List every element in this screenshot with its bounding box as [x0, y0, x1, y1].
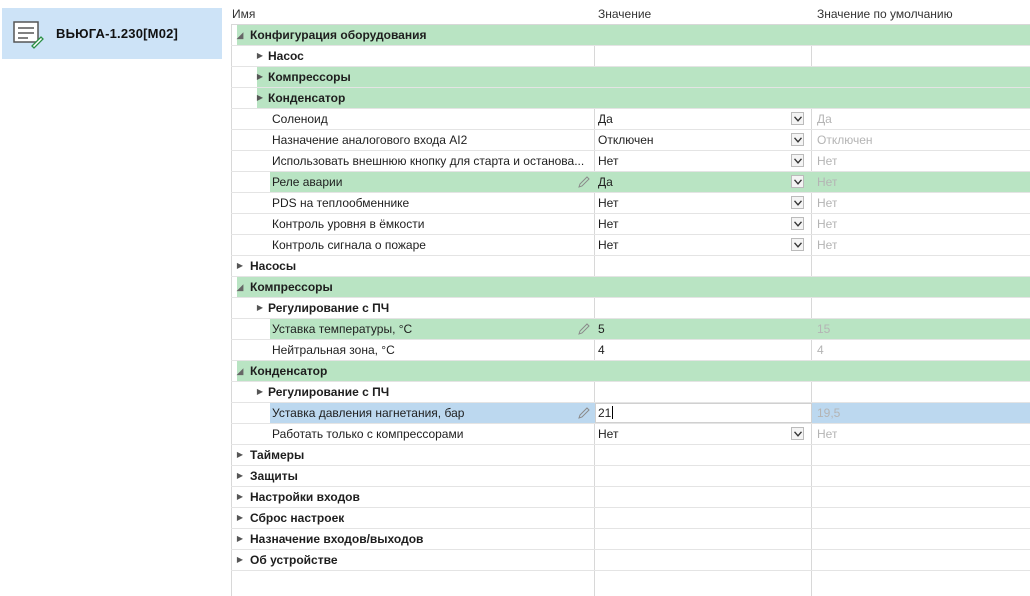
value-select[interactable] — [598, 172, 806, 192]
expand-arrow-icon[interactable]: ▶ — [256, 72, 264, 81]
expand-arrow-icon[interactable]: ▶ — [236, 555, 244, 564]
default-value: 4 — [817, 343, 824, 357]
table-row[interactable] — [231, 172, 1030, 193]
default-value: Нет — [817, 427, 838, 441]
dropdown-arrow-icon[interactable] — [791, 133, 804, 146]
table-row[interactable] — [231, 382, 1030, 403]
grid-rows — [231, 25, 1030, 571]
parameter-name: Назначение входов/выходов — [250, 532, 424, 546]
value-field[interactable] — [598, 340, 806, 360]
table-row[interactable] — [231, 214, 1030, 235]
parameter-name: Уставка температуры, °C — [272, 322, 413, 336]
device-icon — [12, 19, 44, 49]
table-row[interactable] — [231, 550, 1030, 571]
parameter-name: Насос — [268, 49, 304, 63]
table-row[interactable] — [231, 319, 1030, 340]
table-row[interactable] — [231, 340, 1030, 361]
expand-arrow-icon[interactable]: ▶ — [236, 471, 244, 480]
dropdown-arrow-icon[interactable] — [791, 427, 804, 440]
value-text: 4 — [598, 343, 605, 357]
value-text: Да — [598, 175, 613, 189]
parameter-name: Компрессоры — [268, 70, 351, 84]
dropdown-arrow-icon[interactable] — [791, 175, 804, 188]
value-text: Нет — [598, 427, 619, 441]
parameter-name: Конденсатор — [268, 91, 346, 105]
modified-pencil-icon — [577, 322, 591, 336]
table-row[interactable] — [231, 109, 1030, 130]
default-value: Да — [817, 112, 832, 126]
table-row[interactable] — [231, 403, 1030, 424]
modified-pencil-icon — [577, 175, 591, 189]
collapse-arrow-icon[interactable]: ◢ — [236, 366, 244, 376]
value-select[interactable] — [598, 424, 806, 444]
parameter-name: Об устройстве — [250, 553, 338, 567]
parameter-name: Таймеры — [250, 448, 305, 462]
value-text: Нет — [598, 238, 619, 252]
dropdown-arrow-icon[interactable] — [791, 238, 804, 251]
parameter-name: Контроль уровня в ёмкости — [272, 217, 425, 231]
parameter-name: Регулирование с ПЧ — [268, 301, 390, 315]
default-value: Нет — [817, 238, 838, 252]
table-row[interactable] — [231, 151, 1030, 172]
default-value: Нет — [817, 217, 838, 231]
device-panel — [0, 0, 225, 596]
default-value: Нет — [817, 196, 838, 210]
dropdown-arrow-icon[interactable] — [791, 112, 804, 125]
modified-pencil-icon — [577, 406, 591, 420]
column-header-default[interactable]: Значение по умолчанию — [817, 7, 953, 21]
device-list-item[interactable] — [2, 8, 222, 59]
table-row[interactable] — [231, 25, 1030, 46]
device-name: ВЬЮГА-1.230[M02] — [56, 26, 179, 41]
parameter-name: Регулирование с ПЧ — [268, 385, 390, 399]
parameter-name: Конфигурация оборудования — [250, 28, 427, 42]
table-row[interactable] — [231, 67, 1030, 88]
expand-arrow-icon[interactable]: ▶ — [236, 450, 244, 459]
parameter-name: Компрессоры — [250, 280, 333, 294]
parameter-name: Сброс настроек — [250, 511, 345, 525]
value-select[interactable] — [598, 130, 806, 150]
value-select[interactable] — [598, 235, 806, 255]
parameter-grid — [231, 4, 1030, 571]
parameter-name: Конденсатор — [250, 364, 328, 378]
expand-arrow-icon[interactable]: ▶ — [256, 51, 264, 60]
table-row[interactable] — [231, 487, 1030, 508]
table-row[interactable] — [231, 445, 1030, 466]
expand-arrow-icon[interactable]: ▶ — [236, 261, 244, 270]
table-row[interactable] — [231, 298, 1030, 319]
value-text: 21 — [598, 406, 612, 420]
parameter-name: Насосы — [250, 259, 297, 273]
table-row[interactable] — [231, 529, 1030, 550]
dropdown-arrow-icon[interactable] — [791, 154, 804, 167]
value-text: Отключен — [598, 133, 654, 147]
parameter-name: Использовать внешнюю кнопку для старта и останова... — [272, 154, 585, 168]
value-select[interactable] — [598, 109, 806, 129]
value-text: Нет — [598, 154, 619, 168]
parameter-name: Настройки входов — [250, 490, 360, 504]
default-value: 19,5 — [817, 406, 841, 420]
value-field[interactable] — [598, 319, 806, 339]
collapse-arrow-icon[interactable]: ◢ — [236, 30, 244, 40]
parameter-name: Назначение аналогового входа AI2 — [272, 133, 468, 147]
default-value: Нет — [817, 175, 838, 189]
expand-arrow-icon[interactable]: ▶ — [256, 303, 264, 312]
collapse-arrow-icon[interactable]: ◢ — [236, 282, 244, 292]
expand-arrow-icon[interactable]: ▶ — [256, 93, 264, 102]
value-select[interactable] — [598, 214, 806, 234]
default-value: Нет — [817, 154, 838, 168]
table-row[interactable] — [231, 256, 1030, 277]
table-row[interactable] — [231, 46, 1030, 67]
parameter-name: Контроль сигнала о пожаре — [272, 238, 426, 252]
table-row[interactable] — [231, 130, 1030, 151]
expand-arrow-icon[interactable]: ▶ — [236, 492, 244, 501]
text-caret — [612, 406, 613, 419]
table-row[interactable] — [231, 88, 1030, 109]
dropdown-arrow-icon[interactable] — [791, 217, 804, 230]
parameter-name: Уставка давления нагнетания, бар — [272, 406, 465, 420]
parameter-name: Защиты — [250, 469, 298, 483]
parameter-name: Соленоид — [272, 112, 328, 126]
column-header-name[interactable]: Имя — [232, 7, 256, 21]
expand-arrow-icon[interactable]: ▶ — [236, 513, 244, 522]
grid-header — [231, 4, 1030, 25]
value-text: Нет — [598, 196, 619, 210]
value-text: 5 — [598, 322, 605, 336]
parameter-name: Работать только с компрессорами — [272, 427, 464, 441]
expand-arrow-icon[interactable]: ▶ — [256, 387, 264, 396]
default-value: 15 — [817, 322, 831, 336]
table-row[interactable] — [231, 424, 1030, 445]
parameter-name: PDS на теплообменнике — [272, 196, 410, 210]
table-row[interactable] — [231, 466, 1030, 487]
parameter-name: Реле аварии — [272, 175, 343, 189]
expand-arrow-icon[interactable]: ▶ — [236, 534, 244, 543]
default-value: Отключен — [817, 133, 873, 147]
dropdown-arrow-icon[interactable] — [791, 196, 804, 209]
value-select[interactable] — [598, 193, 806, 213]
parameter-name: Нейтральная зона, °C — [272, 343, 395, 357]
table-row[interactable] — [231, 361, 1030, 382]
table-row[interactable] — [231, 277, 1030, 298]
value-select[interactable] — [598, 151, 806, 171]
value-text: Нет — [598, 217, 619, 231]
table-row[interactable] — [231, 508, 1030, 529]
table-row[interactable] — [231, 235, 1030, 256]
table-row[interactable] — [231, 193, 1030, 214]
column-header-value[interactable]: Значение — [598, 7, 652, 21]
value-text: Да — [598, 112, 613, 126]
value-input[interactable] — [598, 403, 806, 423]
